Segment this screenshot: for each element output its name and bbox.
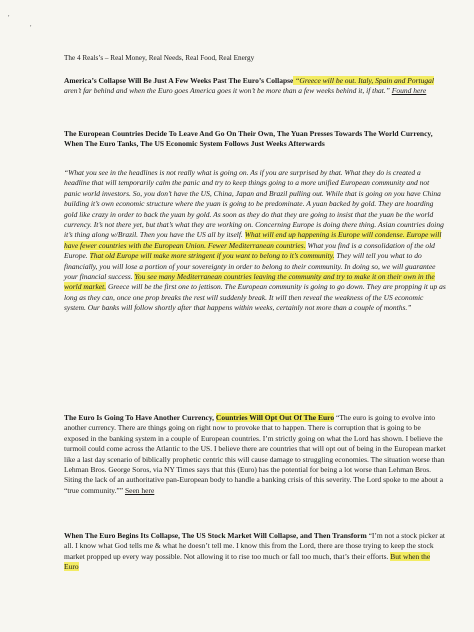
scan-mark: ′ <box>30 24 32 32</box>
scan-mark: ′ <box>8 14 10 22</box>
page-title: The 4 Reals’s – Real Money, Real Needs, Real Food, Real Energy <box>64 54 255 62</box>
section-heading-european-countries: The European Countries Decide To Leave And Go On Their Own, The Yuan Presses Towards The World Currency, When The Euro Tanks, The US Economic System Follows Just Weeks Afterwards <box>64 129 433 149</box>
source-link[interactable]: Seen here <box>124 485 155 495</box>
quote-text: “What you see in the headlines is not really what is going on. As if you are surprised by that. What they do is created a headline that will temporarily calm the panic and try to keep things going to a more unified European community and not panic world investors. So, you don’t have the US, China, Japan and Brazil pulling out. While that is going on you have China building it’s own economic structure where the yuan is going to be predominate. A yuan backed by gold. They are hoarding gold like crazy in order to back the yuan by gold. As soon as they do that they are going to insist that the yuan be the world currency. It’s not there yet, but that’s what they are working on. Concerning Europe is doing there thing. Asian countries doing it’s thing along w/Brazil. Then you have the US all by itself. <box>64 168 444 240</box>
highlighted-quote: “Greece will be out. Italy, Spain and Portugal <box>293 76 434 85</box>
paragraph-heading: When The Euro Begins Its Collapse, The US Stock Market Will Collapse, and Then Transform <box>64 531 367 540</box>
highlighted-quote: That old Europe will make more stringent if you want to belong to it’s community. <box>89 251 335 261</box>
source-link[interactable]: Found here <box>391 86 427 96</box>
highlighted-quote: What will end up happening is Europe will condense. Europe will have fewer countries with the European Union. Fewer Mediterranean countries. <box>64 230 442 250</box>
paragraph-quote-europe <box>64 168 446 314</box>
quote-text: They will tell you what to do financially, you will lose a portion of your sovereignty in order to belong to their community. In doing so, we will guarantee your financial success. <box>64 251 436 282</box>
highlighted-heading: Countries Will Opt Out Of The Euro <box>215 413 335 422</box>
paragraph-stock-market <box>64 531 446 573</box>
quote-text: What you find is a consolidation of the old Europe. <box>64 240 435 261</box>
paragraph-heading: The Euro Is Going To Have Another Currency, <box>64 413 216 422</box>
quote-text: Greece will be the first one to jettison. The European community is going to go down. They are propping it up as long as they can, once one prop breaks the rest will suddenly break. It will then reveal the weakness of the US economic system. Our banks will follow shortly after that happens within weeks, certainly not more than a couple of months.” <box>64 282 446 313</box>
paragraph-heading: America’s Collapse Will Be Just A Few Weeks Past The Euro’s Collapse <box>64 76 294 85</box>
highlighted-quote: You see many Mediterranean countries leaving the community and try to make it on their own in the world market. <box>64 272 435 292</box>
paragraph-body: “The euro is going to evolve into another currency. There are things going on right now to provoke that to happen. There is corruption that is going to be exposed in the banking system in a couple of European countries. I’m strictly going on what the Lord has shown. I believe the turmoil could come across the Atlantic to the US. I believe there are countries that will opt out of being in the European market like a last day scenario of biblically prophetic centric this will cause damage to struggling economies. The situation worse than Lehman Bros. George Soros, via NY Times says that this (Euro) has the potential for being a lot worse than Lehman Bros. Siting the lack of an authoritative pan-European body to handle a banking crisis of this severity. The Lord spoke to me about a “true community.”” <box>64 413 446 495</box>
highlighted-text: But when the Euro <box>64 551 431 572</box>
paragraph-americas-collapse <box>64 76 446 97</box>
quote-text: aren’t far behind and when the Euro goes America goes it won’t be more than a few weeks behind it, if that.” <box>64 86 392 96</box>
paragraph-body: “I’m not a stock picker at all. I know what God tells me & what he doesn’t tell me. I know this from the Lord, there are those trying to keep the stock market propped up every way possible. Not allowing it to rise too much or fall too much, that’s their efforts. <box>64 531 446 561</box>
paragraph-another-currency <box>64 413 446 496</box>
